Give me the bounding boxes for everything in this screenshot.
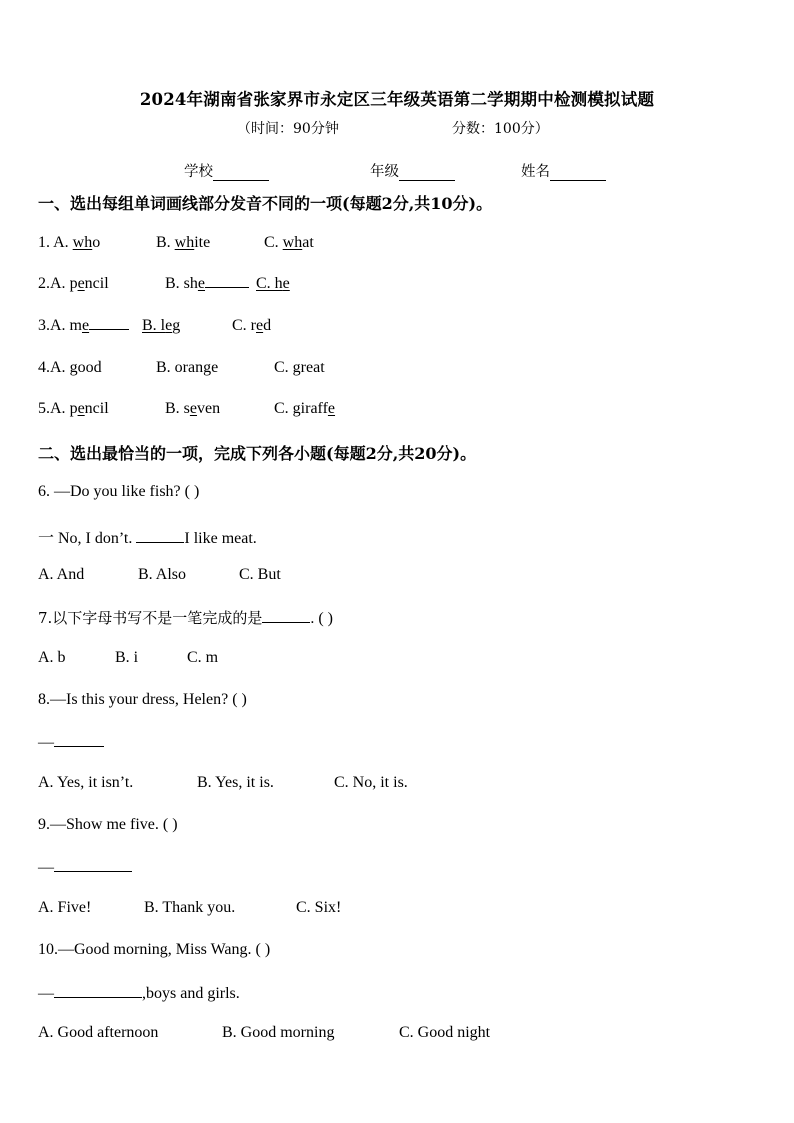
q10-option-c[interactable]: C. Good night [399, 1024, 491, 1041]
question-7-stem: 7.以下字母书写不是一笔完成的是 . ( ) [38, 609, 333, 627]
q3-option-a[interactable]: 3.A. me [38, 317, 129, 335]
q3-option-b[interactable]: B. leg [142, 317, 181, 334]
q1-option-a[interactable]: 1. A. who [38, 234, 101, 251]
q5-option-c[interactable]: C. giraffe [274, 400, 336, 417]
q6-option-c[interactable]: C. But [239, 566, 281, 583]
total-score: 分数：100分） [452, 121, 549, 137]
question-6-response: 一 No, I don’t. I like meat. [38, 530, 257, 547]
name-label: 姓名 [521, 164, 550, 180]
q7-option-b[interactable]: B. i [115, 649, 139, 666]
school-label: 学校 [184, 164, 213, 180]
section-1-heading: 一、选出每组单词画线部分发音不同的一项(每题2分,共10分)。 [38, 194, 493, 213]
school-blank[interactable] [213, 165, 269, 181]
q2-option-b[interactable]: B. she [165, 275, 249, 293]
q6-answer-blank[interactable] [136, 528, 184, 543]
q2-option-a[interactable]: 2.A. pencil [38, 275, 109, 292]
q9-option-a[interactable]: A. Five! [38, 899, 92, 916]
q4-option-a[interactable]: 4.A. good [38, 359, 102, 376]
q4-option-b[interactable]: B. orange [156, 359, 219, 376]
question-6-stem: 6. —Do you like fish? ( ) [38, 483, 200, 500]
question-10-response: — ,boys and girls. [38, 985, 240, 1002]
q5-option-b[interactable]: B. seven [165, 400, 221, 417]
q8-option-c[interactable]: C. No, it is. [334, 774, 408, 791]
q1-option-c[interactable]: C. what [264, 234, 314, 251]
q9-answer-blank[interactable] [54, 857, 132, 872]
question-9-stem: 9.—Show me five. ( ) [38, 816, 178, 833]
q10-option-b[interactable]: B. Good morning [222, 1024, 335, 1041]
q6-option-b[interactable]: B. Also [138, 566, 187, 583]
q8-option-a[interactable]: A. Yes, it isn’t. [38, 774, 134, 791]
q9-option-c[interactable]: C. Six! [296, 899, 342, 916]
question-8-response: — [38, 732, 104, 752]
section-2-heading: 二、选出最恰当的一项，完成下列各小题(每题2分,共20分)。 [38, 444, 477, 463]
q7-option-c[interactable]: C. m [187, 649, 219, 666]
q8-answer-blank[interactable] [54, 732, 104, 747]
q6-option-a[interactable]: A. And [38, 566, 85, 583]
exam-title: 2024年湖南省张家界市永定区三年级英语第二学期期中检测模拟试题 [139, 90, 655, 109]
name-field[interactable] [521, 160, 606, 181]
q4-option-c[interactable]: C. great [274, 359, 325, 376]
q7-option-a[interactable]: A. b [38, 649, 66, 666]
q3-option-c[interactable]: C. red [232, 317, 272, 334]
q8-option-b[interactable]: B. Yes, it is. [197, 774, 274, 791]
name-blank[interactable] [550, 165, 606, 181]
q10-answer-blank[interactable] [54, 983, 142, 998]
question-8-stem: 8.—Is this your dress, Helen? ( ) [38, 691, 247, 708]
question-9-response: — [38, 857, 132, 877]
time-limit: （时间：90分钟 [237, 121, 339, 137]
q10-option-a[interactable]: A. Good afternoon [38, 1024, 159, 1041]
q5-option-a[interactable]: 5.A. pencil [38, 400, 109, 417]
q9-option-b[interactable]: B. Thank you. [144, 899, 236, 916]
q1-option-b[interactable]: B. white [156, 234, 211, 251]
grade-field[interactable] [370, 160, 455, 181]
grade-label: 年级 [370, 164, 399, 180]
q2-option-c[interactable]: C. he [256, 275, 290, 292]
school-field[interactable] [184, 160, 269, 181]
q7-answer-blank[interactable] [262, 608, 310, 623]
grade-blank[interactable] [399, 165, 455, 181]
question-10-stem: 10.—Good morning, Miss Wang. ( ) [38, 941, 271, 958]
